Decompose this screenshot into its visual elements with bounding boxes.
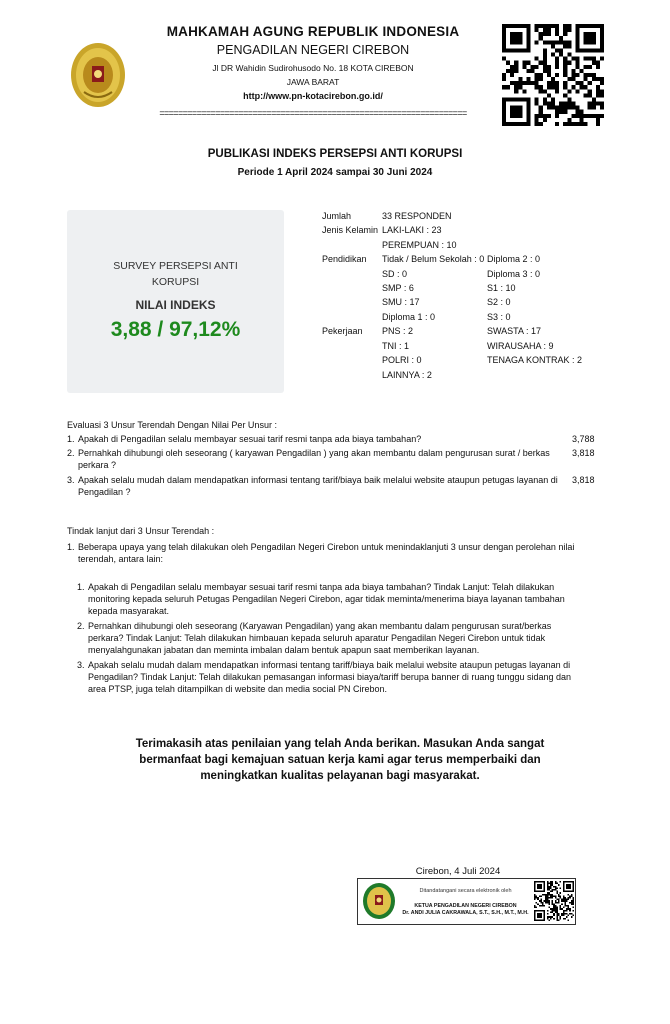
publication-period: Periode 1 April 2024 sampai 30 Juni 2024 xyxy=(237,167,433,178)
evaluation-title: Evaluasi 3 Unsur Terendah Dengan Nilai Per Unsur : xyxy=(67,420,277,430)
survey-heading-line2: KORUPSI xyxy=(151,276,200,288)
evaluation-item-question: Pernahkah dihubungi oleh seseorang ( karyawan Pengadilan ) yang akan membantu dalam pengurusan surat / berkas perkara ? xyxy=(78,448,550,470)
evaluation-item-value: 3,818 xyxy=(572,448,595,458)
stat-job-item: TNI : 1 xyxy=(382,341,410,351)
index-label: NILAI INDEKS xyxy=(135,298,216,312)
followup-item-number: 3. xyxy=(77,660,85,670)
evaluation-item-question: Apakah di Pengadilan selalu membayar sesuai tarif resmi tanpa ada biaya tambahan? xyxy=(78,434,422,444)
evaluation-item-number: 2. xyxy=(67,448,75,458)
stat-male: LAKI-LAKI : 23 xyxy=(382,225,442,235)
stat-edu-item: SMP : 6 xyxy=(382,283,414,293)
survey-summary-card xyxy=(67,210,284,393)
stat-female: PEREMPUAN : 10 xyxy=(382,240,457,250)
followup-item-text: Pernahkan dihubungi oleh seseorang (Karyawan Pengadilan) yang akan membantu dalam pengurusan surat/berkas perkara? Tindak Lanjut: Telah dilakukan himbauan kepada seluruh aparatur Pengadilan Negeri Cirebon untuk tidak menyalahgunakan jabatan dan meminta imbalan dalam bentuk apapun saat memberikan layanan. xyxy=(88,621,552,655)
signature-date: Cirebon, 4 Juli 2024 xyxy=(415,866,501,877)
qr-code-icon xyxy=(502,24,604,126)
stat-edu-item: SMU : 17 xyxy=(382,297,420,307)
court-emblem-logo xyxy=(70,42,126,108)
stat-job-item: POLRI : 0 xyxy=(382,355,422,365)
stat-edu-item: S2 : 0 xyxy=(487,297,511,307)
publication-title: PUBLIKASI INDEKS PERSEPSI ANTI KORUPSI xyxy=(207,148,463,160)
stat-job-item: WIRAUSAHA : 9 xyxy=(487,341,554,351)
evaluation-item-value: 3,788 xyxy=(572,434,595,444)
stat-job-item: LAINNYA : 2 xyxy=(382,370,432,380)
index-value: 3,88 / 97,12% xyxy=(110,318,241,341)
followup-item-number: 2. xyxy=(77,621,85,631)
header-title: MAHKAMAH AGUNG REPUBLIK INDONESIA xyxy=(166,24,460,39)
stat-edu-item: Tidak / Belum Sekolah : 0 xyxy=(382,254,485,264)
stat-job-item: SWASTA : 17 xyxy=(487,326,542,336)
court-emblem-small-logo xyxy=(362,882,396,920)
closing-message xyxy=(100,736,580,784)
evaluation-item-number: 1. xyxy=(67,434,75,444)
stat-edu-item: S1 : 10 xyxy=(487,283,516,293)
signatory-position: KETUA PENGADILAN NEGERI CIREBON xyxy=(414,903,517,909)
stat-edu-item: Diploma 2 : 0 xyxy=(487,254,541,264)
signature-note: Ditandatangani secara elektronik oleh xyxy=(419,888,512,894)
qr-code-icon xyxy=(534,881,574,921)
followup-item-text: Apakah selalu mudah dalam mendapatkan informasi tentang tariff/biaya baik melalui website ataupun petugas layanan di Pengadilan? Tindak Lanjut: Telah dilakukan pemasangan informasi biaya/tariff berupa banner di ruang tunggu sidang dan area PTSP, juga telah ditampilkan di website dan media social PN Cirebon. xyxy=(88,660,572,694)
followup-title: Tindak lanjut dari 3 Unsur Terendah : xyxy=(67,526,215,536)
header-divider: ================================================================== xyxy=(159,108,467,118)
followup-item-number: 1. xyxy=(77,582,85,592)
followup-item-text: Apakah di Pengadilan selalu membayar sesuai tarif resmi tanpa ada biaya tambahan? Tindak Lanjut: Telah dilakukan monitoring kepada seluruh Petugas Pengadilan Negeri Cirebon, agar tidak meminta/menerima biaya layanan tambahan kepada masyarakat. xyxy=(88,582,565,616)
closing-line2: bermanfaat bagi kemajuan satuan kerja kami agar terus memperbaiki dan xyxy=(139,754,541,766)
followup-intro: Beberapa upaya yang telah dilakukan oleh Pengadilan Negeri Cirebon untuk menindaklanjuti 3 unsur dengan perolehan nilai terendah, antara lain: xyxy=(78,542,575,564)
electronic-signature-box xyxy=(357,878,576,925)
followup-intro-number: 1. xyxy=(67,542,75,552)
header-url-link[interactable]: http://www.pn-kotacirebon.go.id/ xyxy=(243,91,383,101)
header-court-name: PENGADILAN NEGERI CIREBON xyxy=(216,43,410,57)
stat-job-label: Pekerjaan xyxy=(322,326,363,336)
stat-job-item: TENAGA KONTRAK : 2 xyxy=(487,355,583,365)
stat-jumlah-value: 33 RESPONDEN xyxy=(382,211,452,221)
stat-education-label: Pendidikan xyxy=(322,254,367,264)
closing-line3: meningkatkan kualitas pelayanan bagi masyarakat. xyxy=(200,770,480,782)
survey-heading xyxy=(67,258,284,290)
survey-heading-line1: SURVEY PERSEPSI ANTI xyxy=(113,260,238,272)
stat-jumlah-label: Jumlah xyxy=(322,211,352,221)
stat-edu-item: S3 : 0 xyxy=(487,312,511,322)
stat-job-item: PNS : 2 xyxy=(382,326,414,336)
header-region: JAWA BARAT xyxy=(286,77,340,87)
evaluation-item-value: 3,818 xyxy=(572,475,595,485)
stat-edu-item: Diploma 3 : 0 xyxy=(487,269,541,279)
stat-edu-item: SD : 0 xyxy=(382,269,408,279)
header-address: Jl DR Wahidin Sudirohusodo No. 18 KOTA CIREBON xyxy=(212,63,414,73)
closing-line1: Terimakasih atas penilaian yang telah Anda berikan. Masukan Anda sangat xyxy=(135,738,545,750)
stat-gender-label: Jenis Kelamin xyxy=(322,225,379,235)
signatory-name: Dr. ANDI JULIA CAKRAWALA, S.T., S.H., M.T., M.H. xyxy=(402,910,529,916)
evaluation-item-question: Apakah selalu mudah dalam mendapatkan informasi tentang tarif/biaya baik melalui website ataupun petugas layanan di Pengadilan ? xyxy=(78,475,558,497)
stat-edu-item: Diploma 1 : 0 xyxy=(382,312,436,322)
evaluation-item-number: 3. xyxy=(67,475,75,485)
